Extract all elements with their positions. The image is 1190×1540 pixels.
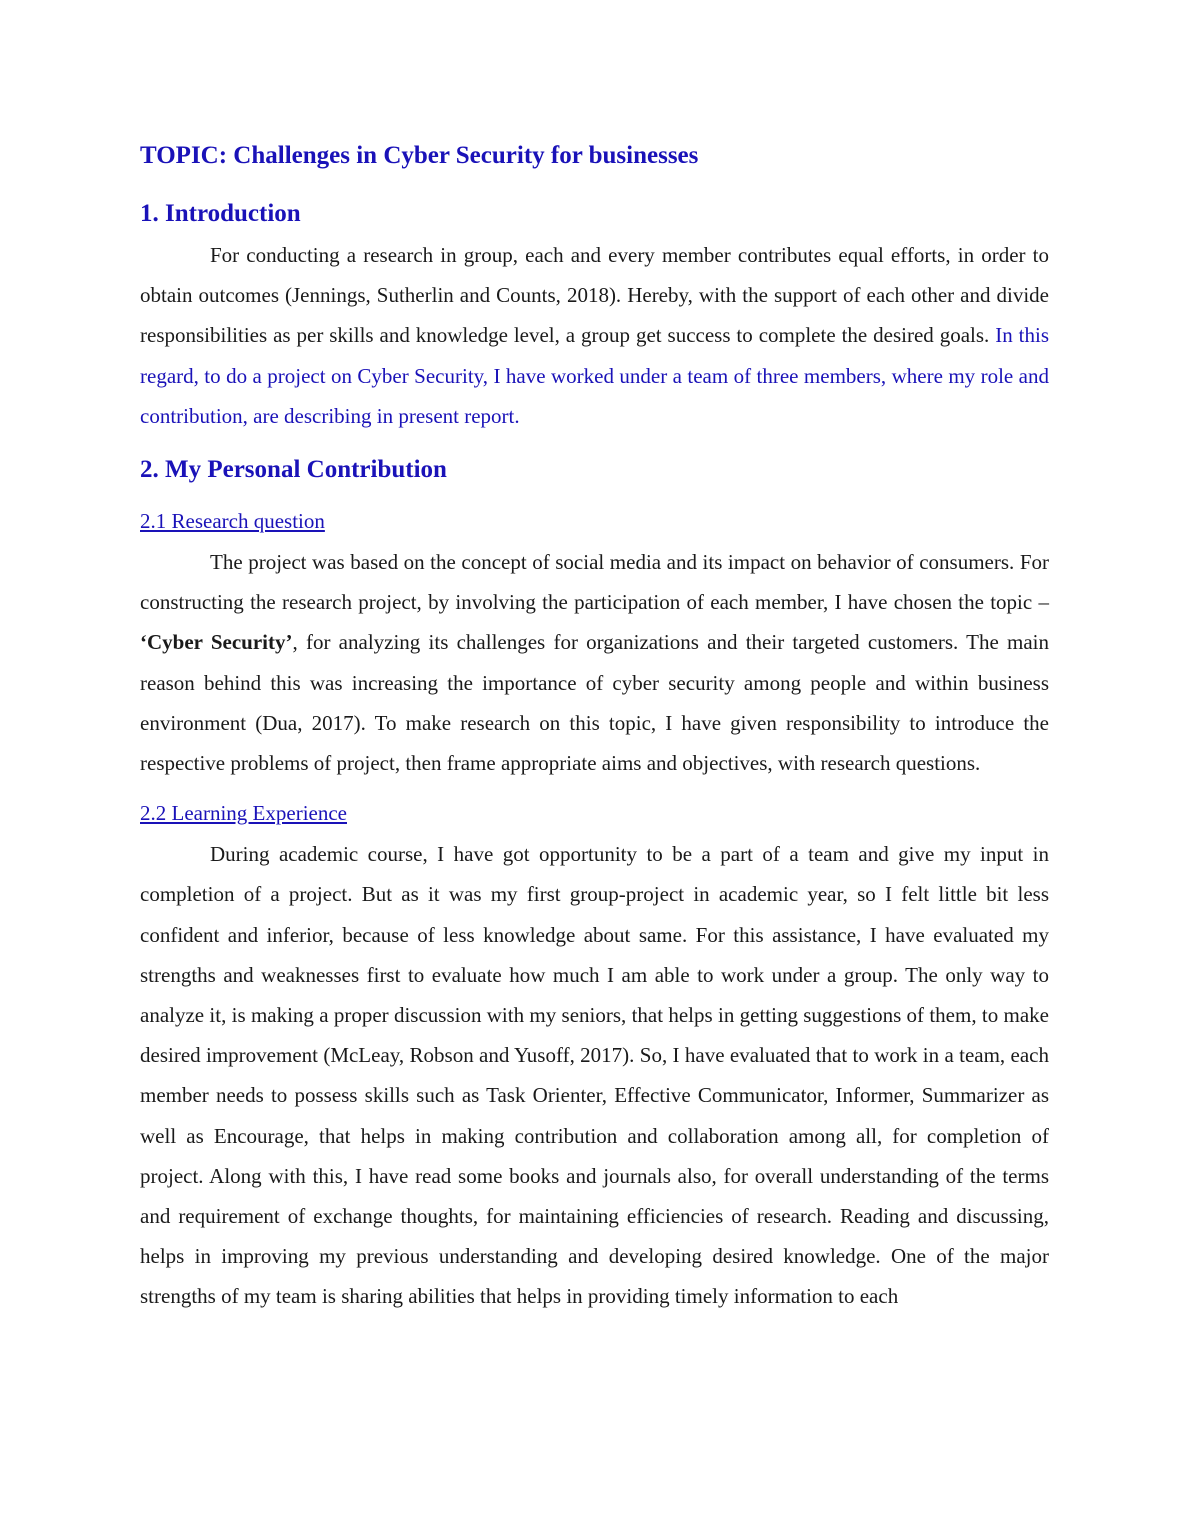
subheading-learning-experience: 2.2 Learning Experience [140, 801, 347, 826]
research-topic-bold: ‘Cyber Security’ [140, 630, 293, 655]
intro-highlight-text: In this regard, to do a project on Cyber Security, I have worked under a team of three members, where my role and contribution, are describing in present report. [140, 323, 1049, 428]
intro-text: For conducting a research in group, each and every member contributes equal efforts, in order to obtain outcomes (Jennings, Sutherlin and Counts, 2018). Hereby, with the support of each other and divide responsibilities as per skills and knowledge level, a group get success to complete the desired goals. [140, 243, 1049, 348]
paragraph-introduction [140, 235, 1049, 436]
subheading-research-question: 2.1 Research question [140, 509, 325, 534]
document-title: TOPIC: Challenges in Cyber Security for businesses [140, 142, 699, 169]
heading-personal-contribution: 2. My Personal Contribution [140, 456, 447, 484]
research-text-start: The project was based on the concept of social media and its impact on behavior of consumers. For constructing the research project, by involving the participation of each member, I have chosen the topic – [140, 550, 1049, 615]
paragraph-research-question [140, 542, 1049, 783]
document-page [140, 137, 1049, 1317]
research-text-end: , for analyzing its challenges for organizations and their targeted customers. The main reason behind this was increasing the importance of cyber security among people and within business environment (Dua, 2017). To make research on this topic, I have given responsibility to introduce the respective problems of project, then frame appropriate aims and objectives, with research questions. [140, 630, 1050, 776]
paragraph-learning-experience: During academic course, I have got opportunity to be a part of a team and give my input in completion of a project. But as it was my first group-project in academic year, so I felt little bit less confident and inferior, because of less knowledge about same. For this assistance, I have evaluated my strengths and weaknesses first to evaluate how much I am able to work under a group. The only way to analyze it, is making a proper discussion with my seniors, that helps in getting suggestions of them, to make desired improvement (McLeay, Robson and Yusoff, 2017). So, I have evaluated that to work in a team, each member needs to possess skills such as Task Orienter, Effective Communicator, Informer, Summarizer as well as Encourage, that helps in making contribution and collaboration among all, for completion of project. Along with this, I have read some books and journals also, for overall understanding of the terms and requirement of exchange thoughts, for maintaining efficiencies of research. Reading and discussing, helps in improving my previous understanding and developing desired knowledge. One of the major strengths of my team is sharing abilities that helps in providing timely information to each [140, 842, 1049, 1309]
heading-introduction: 1. Introduction [140, 200, 301, 227]
